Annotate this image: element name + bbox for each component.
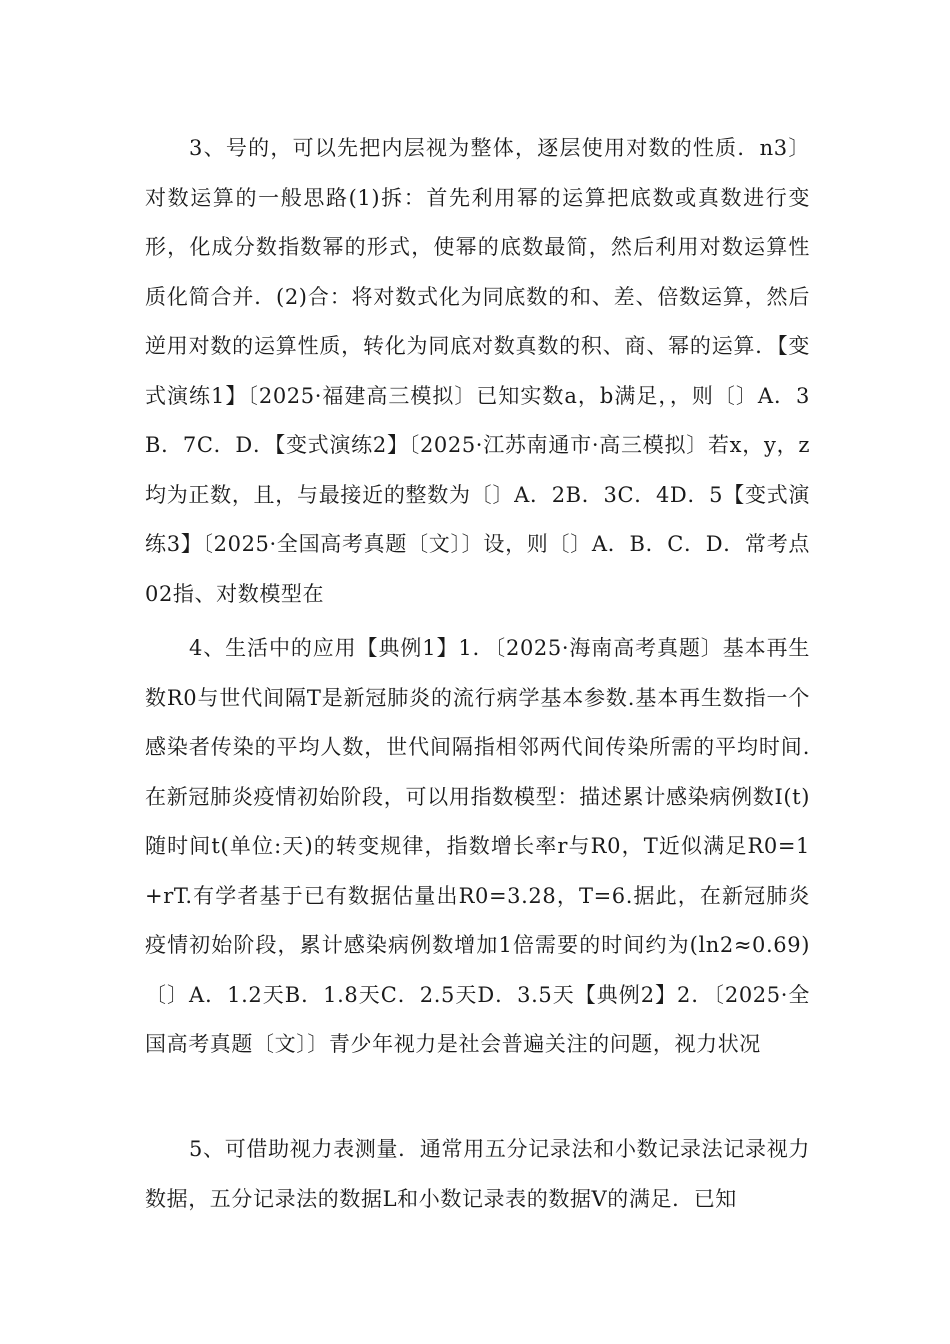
paragraph-section-5: 5、可借助视力表测量．通常用五分记录法和小数记录法记录视力数据，五分记录法的数据L和小数记录表的数据V的满足．已知 <box>145 1137 810 1211</box>
paragraph-section-4: 4、生活中的应用【典例1】1．〔2025·海南高考真题〕基本再生数R0与世代间隔T是新冠肺炎的流行病学基本参数.基本再生数指一个感染者传染的平均人数，世代间隔指相邻两代间传染所需的平均时间.在新冠肺炎疫情初始阶段，可以用指数模型：描述累计感染病例数I(t)随时间t(单位:天)的转变规律，指数增长率r与R0，T近似满足R0=1+rT.有学者基于已有数据估量出R0=3.28，T=6.据此，在新冠肺炎疫情初始阶段，累计感染病例数增加1倍需要的时间约为(ln2≈0.69)〔〕A．1.2天B．1.8天C．2.5天D．3.5天【典例2】2．〔2025·全国高考真题〔文〕〕青少年视力是社会普遍关注的问题，视力状况 <box>145 636 810 1056</box>
paragraph-section-3: 3、号的，可以先把内层视为整体，逐层使用对数的性质．n3〕对数运算的一般思路(1)拆：首先利用幂的运算把底数或真数进行变形，化成分数指数幂的形式，使幂的底数最简，然后利用对数运算性质化简合并．(2)合：将对数式化为同底数的和、差、倍数运算，然后逆用对数的运算性质，转化为同底对数真数的积、商、幂的运算．【变式演练1】〔2025·福建高三模拟〕已知实数a，b满足，，则〔〕A．3B．7C．D．【变式演练2】〔2025·江苏南通市·高三模拟〕若x，y，z均为正数，且，与最接近的整数为〔〕A．2B．3C．4D．5【变式演练3】〔2025·全国高考真题〔文〕〕设，则〔〕A．B．C．D．常考点02指、对数模型在 <box>145 136 810 606</box>
